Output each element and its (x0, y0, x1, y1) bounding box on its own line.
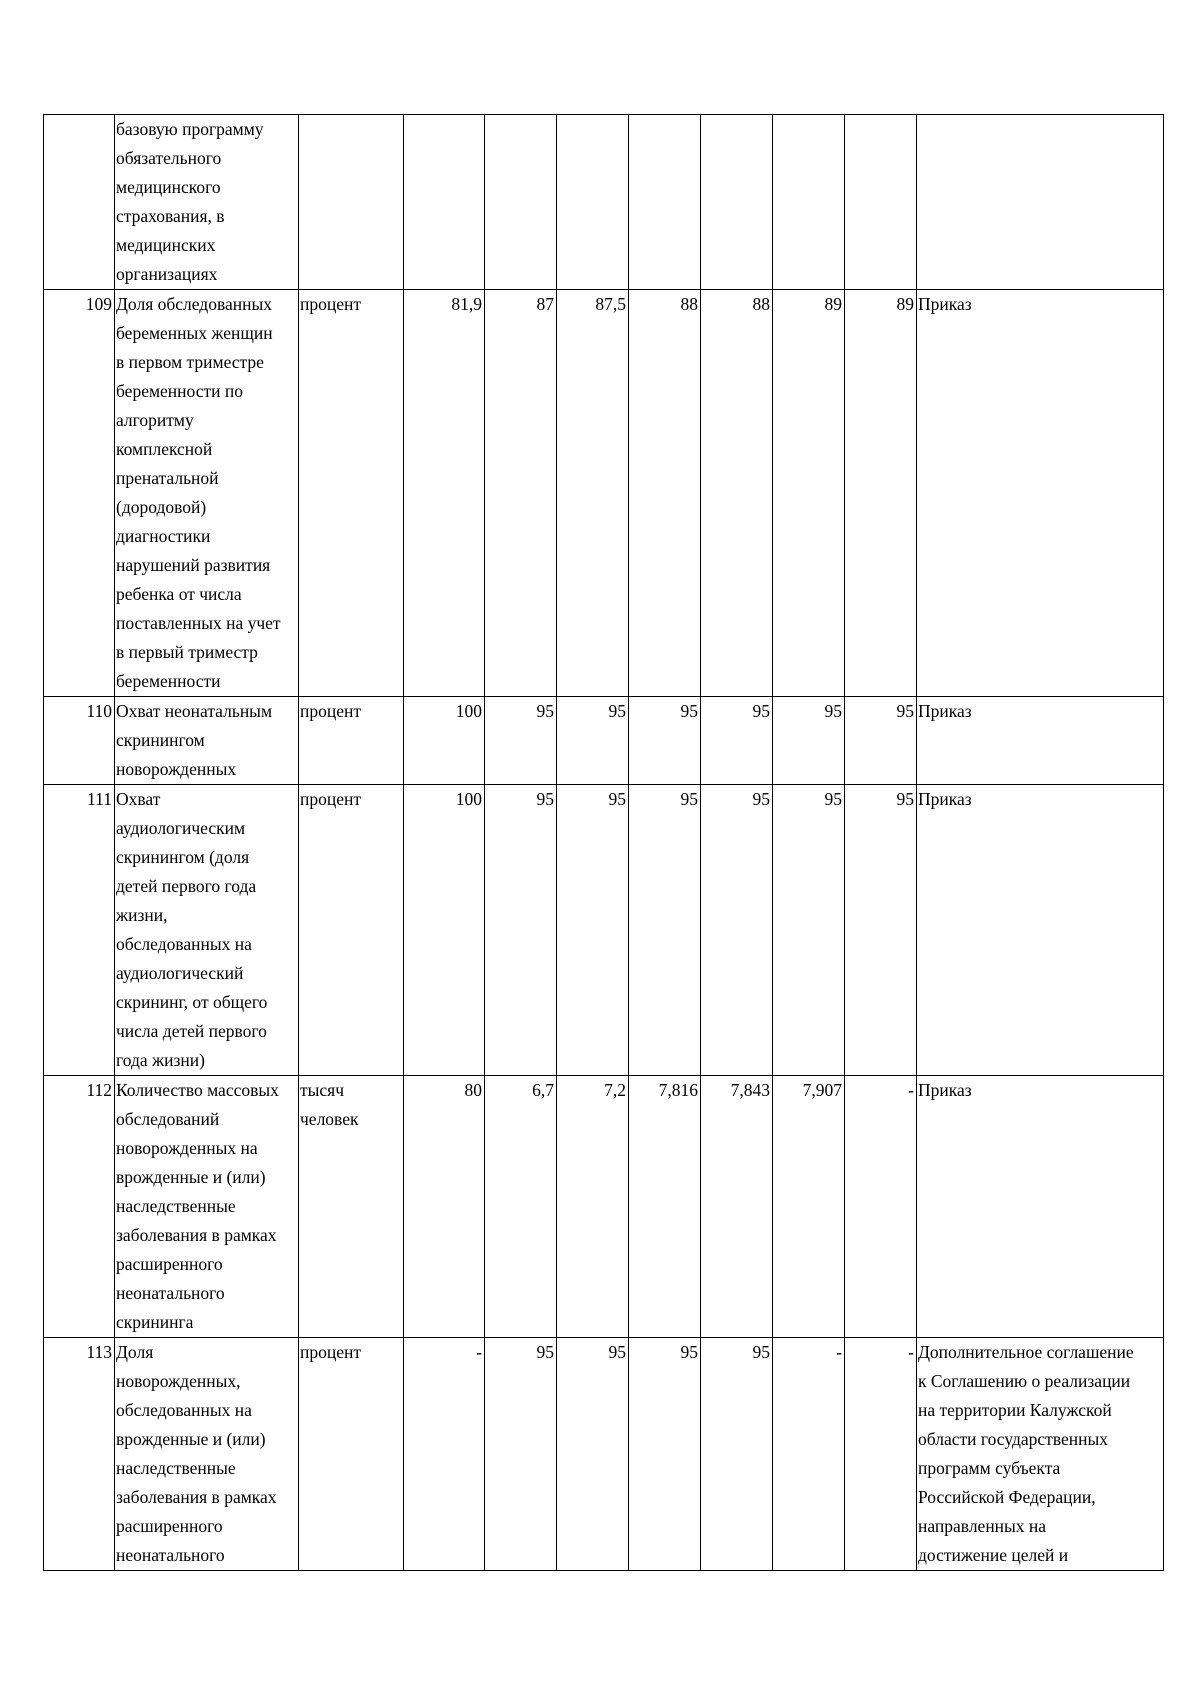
value-cell: 88 (629, 290, 701, 697)
row-number: 111 (44, 785, 115, 1076)
value-cell: 100 (404, 785, 485, 1076)
value-cell: 95 (557, 785, 629, 1076)
value-cell: 95 (629, 697, 701, 785)
value-cell: 95 (629, 785, 701, 1076)
value-cell (404, 115, 485, 290)
value-cell: 7,907 (773, 1076, 845, 1338)
unit-of-measure: тысяч человек (299, 1076, 404, 1338)
table-row (44, 1076, 1164, 1338)
value-cell: 88 (701, 290, 773, 697)
value-cell: 95 (773, 785, 845, 1076)
indicator-name: базовую программу обязательного медицинского страхования, в медицинских организациях (115, 115, 299, 290)
table-row (44, 1338, 1164, 1571)
value-cell: 95 (557, 697, 629, 785)
value-cell (773, 115, 845, 290)
table-row (44, 785, 1164, 1076)
value-cell (845, 115, 917, 290)
value-cell: 81,9 (404, 290, 485, 697)
value-cell: 95 (485, 1338, 557, 1571)
value-cell: 95 (845, 785, 917, 1076)
table-row (44, 290, 1164, 697)
value-cell: 89 (845, 290, 917, 697)
value-cell: 95 (485, 697, 557, 785)
unit-of-measure: процент (299, 697, 404, 785)
value-cell: 7,2 (557, 1076, 629, 1338)
source-document (917, 115, 1164, 290)
unit-of-measure: процент (299, 290, 404, 697)
value-cell: 95 (773, 697, 845, 785)
value-cell: 87 (485, 290, 557, 697)
value-cell: 95 (701, 1338, 773, 1571)
indicator-name: Охват аудиологическим скринингом (доля детей первого года жизни, обследованных на аудиологический скрининг, от общего числа детей первого года жизни) (115, 785, 299, 1076)
table-row (44, 115, 1164, 290)
row-number: 113 (44, 1338, 115, 1571)
value-cell (557, 115, 629, 290)
value-cell (485, 115, 557, 290)
indicator-name: Доля новорожденных, обследованных на врожденные и (или) наследственные заболевания в рамках расширенного неонатального (115, 1338, 299, 1571)
unit-of-measure: процент (299, 1338, 404, 1571)
value-cell: 7,816 (629, 1076, 701, 1338)
indicator-name: Количество массовых обследований новорожденных на врожденные и (или) наследственные заболевания в рамках расширенного неонатального скрининга (115, 1076, 299, 1338)
value-cell: 95 (485, 785, 557, 1076)
source-document: Приказ (917, 697, 1164, 785)
row-number: 112 (44, 1076, 115, 1338)
value-cell: 95 (701, 697, 773, 785)
row-number: 109 (44, 290, 115, 697)
source-document: Приказ (917, 290, 1164, 697)
value-cell: - (845, 1076, 917, 1338)
unit-of-measure (299, 115, 404, 290)
table-body (44, 115, 1164, 1571)
value-cell: 87,5 (557, 290, 629, 697)
value-cell: 6,7 (485, 1076, 557, 1338)
value-cell: - (404, 1338, 485, 1571)
value-cell: - (845, 1338, 917, 1571)
value-cell: 100 (404, 697, 485, 785)
source-document: Приказ (917, 785, 1164, 1076)
table-row (44, 697, 1164, 785)
value-cell: 95 (701, 785, 773, 1076)
row-number (44, 115, 115, 290)
source-document: Дополнительное соглашение к Соглашению о реализации на территории Калужской области государственных программ субъекта Российской Федерации, направленных на достижение целей и (917, 1338, 1164, 1571)
indicator-name: Охват неонатальным скринингом новорожденных (115, 697, 299, 785)
value-cell: 95 (557, 1338, 629, 1571)
value-cell (701, 115, 773, 290)
value-cell: 7,843 (701, 1076, 773, 1338)
value-cell: 89 (773, 290, 845, 697)
source-document: Приказ (917, 1076, 1164, 1338)
value-cell: 95 (629, 1338, 701, 1571)
indicators-table (43, 114, 1164, 1571)
indicator-name: Доля обследованных беременных женщин в первом триместре беременности по алгоритму комплексной пренатальной (дородовой) диагностики нарушений развития ребенка от числа поставленных на учет в первый триместр беременности (115, 290, 299, 697)
value-cell: - (773, 1338, 845, 1571)
value-cell: 95 (845, 697, 917, 785)
value-cell (629, 115, 701, 290)
row-number: 110 (44, 697, 115, 785)
value-cell: 80 (404, 1076, 485, 1338)
unit-of-measure: процент (299, 785, 404, 1076)
